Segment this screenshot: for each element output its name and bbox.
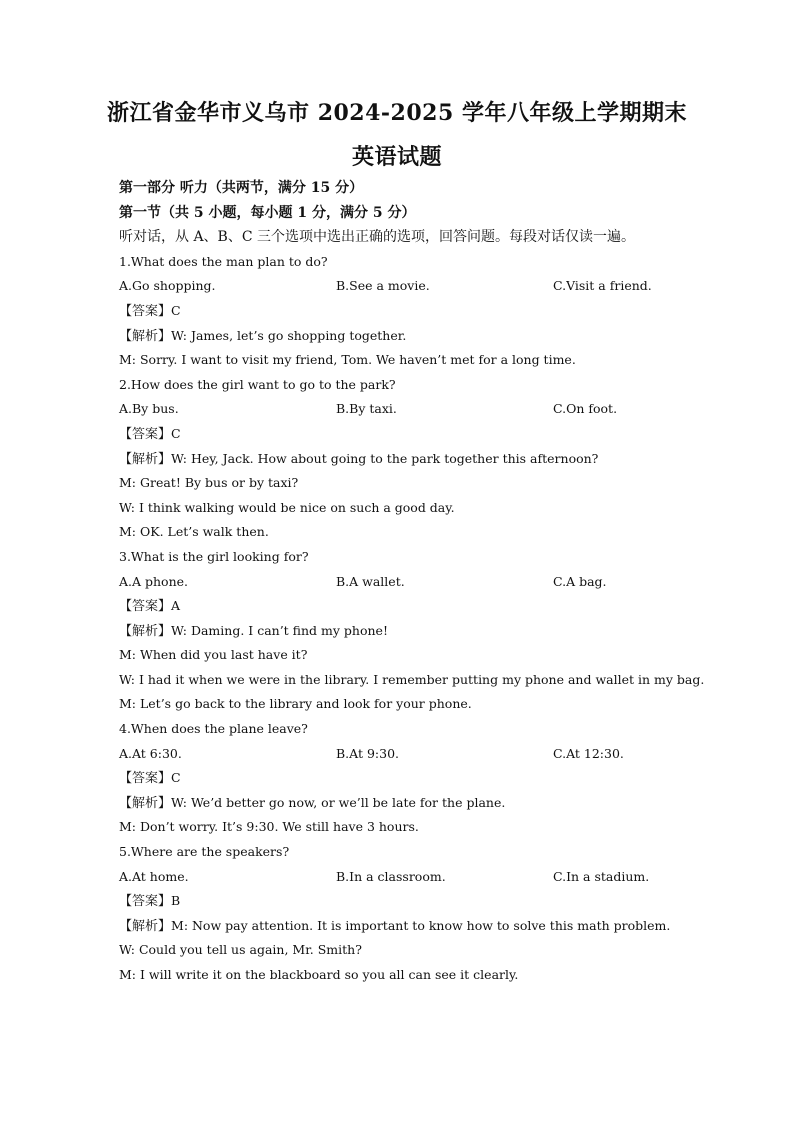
option-a: A.By bus. — [119, 401, 179, 417]
question-text: 1.What does the man plan to do? — [119, 253, 328, 269]
dialogue-text: W: Hey, Jack. How about going to the park together this afternoon? — [171, 450, 599, 466]
question-text: 4.When does the plane leave? — [119, 721, 308, 737]
answer-value: B — [171, 893, 181, 909]
question-text: 2.How does the girl want to go to the park? — [119, 376, 396, 392]
section-heading: 第一节（共 5 小题，每小题 1 分，满分 5 分） — [119, 204, 416, 221]
analysis-label: 【解析】 — [119, 328, 172, 344]
option-a: A.Go shopping. — [119, 278, 216, 294]
option-b: B.At 9:30. — [336, 745, 400, 761]
answer-value: A — [171, 598, 181, 614]
answer-line — [119, 766, 679, 791]
analysis-line — [119, 815, 679, 840]
dialogue-text: M: Don’t worry. It’s 9:30. We still have 3 hours. — [119, 819, 419, 835]
question-text: 5.Where are the speakers? — [119, 844, 290, 860]
dialogue-text: M: Great! By bus or by taxi? — [119, 475, 299, 491]
analysis-line — [119, 447, 679, 472]
option-c: C.Visit a friend. — [553, 278, 652, 294]
option-c: C.A bag. — [553, 573, 607, 589]
question-text: 3.What is the girl looking for? — [119, 548, 309, 564]
analysis-label: 【解析】 — [119, 451, 172, 467]
option-c: C.On foot. — [553, 401, 618, 417]
dialogue-text: W: Could you tell us again, Mr. Smith? — [119, 942, 362, 958]
answer-label: 【答案】 — [119, 599, 172, 615]
option-b: B.See a movie. — [336, 278, 430, 294]
dialogue-text: M: Let’s go back to the library and look for your phone. — [119, 696, 472, 712]
analysis-line — [119, 520, 679, 545]
analysis-label: 【解析】 — [119, 918, 172, 934]
dialogue-text: W: James, let’s go shopping together. — [171, 327, 407, 343]
answer-label: 【答案】 — [119, 303, 172, 319]
analysis-line — [119, 668, 705, 693]
dialogue-text: M: I will write it on the blackboard so you all can see it clearly. — [119, 967, 519, 982]
dialogue-text: W: We’d better go now, or we’ll be late for the plane. — [171, 794, 506, 810]
dialogue-text: M: OK. Let’s walk then. — [119, 524, 269, 540]
answer-value: C — [171, 425, 181, 441]
analysis-line — [119, 496, 679, 521]
option-a: A.A phone. — [119, 573, 189, 589]
answer-label: 【答案】 — [119, 771, 172, 787]
answer-line — [119, 889, 679, 914]
option-c: C.In a stadium. — [553, 868, 650, 884]
analysis-line — [119, 619, 679, 644]
instructions: 听对话，从 A、B、C 三个选项中选出正确的选项，回答问题。每段对话仅读一遍。 — [119, 229, 636, 246]
dialogue-text: M: Sorry. I want to visit my friend, Tom. We haven’t met for a long time. — [119, 352, 576, 368]
question-list — [119, 250, 705, 988]
analysis-line — [119, 348, 679, 373]
document-title: 浙江省金华市义乌市 2024-2025 学年八年级上学期期末 — [107, 100, 687, 126]
answer-line — [119, 594, 679, 619]
option-b: B.A wallet. — [336, 573, 405, 589]
dialogue-text: M: When did you last have it? — [119, 647, 308, 663]
analysis-line — [119, 643, 679, 668]
answer-label: 【答案】 — [119, 426, 172, 442]
option-a: A.At home. — [119, 868, 189, 884]
dialogue-text: W: Daming. I can’t find my phone! — [171, 622, 388, 638]
analysis-line — [119, 791, 679, 816]
analysis-line — [119, 963, 679, 988]
analysis-label: 【解析】 — [119, 623, 172, 639]
option-b: B.In a classroom. — [336, 868, 446, 884]
answer-value: C — [171, 302, 181, 318]
options-row — [119, 865, 679, 890]
options-row — [119, 742, 679, 767]
answer-label: 【答案】 — [119, 894, 172, 910]
analysis-label: 【解析】 — [119, 795, 172, 811]
document-body — [119, 176, 705, 988]
options-row — [119, 397, 679, 422]
analysis-line — [119, 914, 679, 939]
option-c: C.At 12:30. — [553, 745, 624, 761]
analysis-line — [119, 692, 679, 717]
answer-line — [119, 299, 679, 324]
analysis-line — [119, 471, 679, 496]
answer-value: C — [171, 770, 181, 786]
document-subtitle: 英语试题 — [351, 144, 442, 170]
options-row — [119, 274, 679, 299]
answer-line — [119, 422, 679, 447]
analysis-line — [119, 938, 679, 963]
part-heading: 第一部分 听力（共两节，满分 15 分） — [119, 180, 364, 196]
analysis-line — [119, 324, 679, 349]
option-a: A.At 6:30. — [119, 745, 182, 761]
dialogue-text: W: I had it when we were in the library. I remember putting my phone and wallet in my bag. — [119, 671, 705, 687]
dialogue-text: W: I think walking would be nice on such a good day. — [119, 499, 455, 515]
option-b: B.By taxi. — [336, 401, 397, 417]
dialogue-text: M: Now pay attention. It is important to know how to solve this math problem. — [171, 917, 671, 933]
options-row — [119, 570, 679, 595]
